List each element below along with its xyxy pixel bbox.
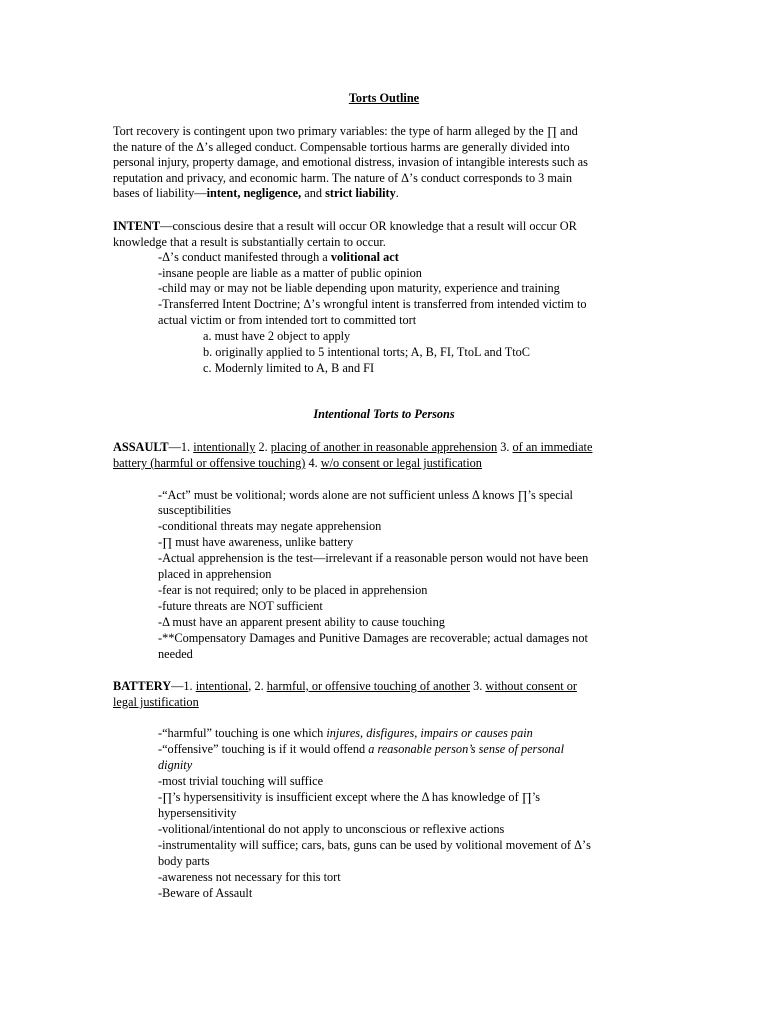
assault-heading: ASSAULT	[113, 440, 169, 454]
assault-element: placing of another in reasonable apprehension	[270, 440, 498, 454]
intent-subitem: c. Modernly limited to A, B and FI	[203, 361, 375, 375]
intro-bold-terms: strict liability	[325, 186, 396, 200]
intro-bold-terms: intent, negligence,	[206, 186, 302, 200]
note-italic: injures, disfigures, impairs or causes pain	[326, 726, 533, 740]
assault-element: of an immediate	[512, 440, 593, 454]
intent-bullet: -Transferred Intent Doctrine; Δ’s wrongful intent is transferred from intended victim to	[158, 297, 587, 311]
intent-def-text: knowledge that a result is substantially certain to occur.	[113, 235, 386, 249]
intro-text: bases of liability—	[113, 186, 207, 200]
battery-elements	[113, 678, 577, 694]
bullet-bold: volitional act	[330, 250, 399, 264]
battery-element: without consent or	[485, 679, 577, 693]
battery-note: -most trivial touching will suffice	[158, 774, 324, 788]
assault-element: intentionally	[193, 440, 256, 454]
battery-note: -∏’s hypersensitivity is insufficient except where the Δ has knowledge of ∏’s	[158, 790, 541, 804]
assault-elements	[113, 439, 592, 455]
intent-bullet: actual victim or from intended tort to committed tort	[158, 313, 417, 327]
element-number: 3.	[470, 679, 486, 693]
battery-element: intentional	[195, 679, 249, 693]
battery-note: -volitional/intentional do not apply to unconscious or reflexive actions	[158, 822, 505, 836]
intent-subitem: b. originally applied to 5 intentional torts; A, B, FI, TtoL and TtoC	[203, 345, 530, 359]
section-title: Intentional Torts to Persons	[313, 407, 455, 421]
note-italic: a reasonable person’s sense of personal	[368, 742, 564, 756]
assault-elements	[113, 455, 482, 471]
intent-bullet: -child may or may not be liable depending upon maturity, experience and training	[158, 281, 560, 295]
assault-note: -Actual apprehension is the test—irrelevant if a reasonable person would not have been	[158, 551, 589, 565]
intent-bullet: -insane people are liable as a matter of public opinion	[158, 266, 422, 280]
battery-note	[158, 725, 533, 741]
assault-note: -fear is not required; only to be placed in apprehension	[158, 583, 428, 597]
assault-note: -future threats are NOT sufficient	[158, 599, 323, 613]
battery-element: legal justification	[113, 695, 199, 709]
intro-line-last	[113, 185, 399, 201]
battery-note: dignity	[158, 758, 193, 772]
intro-line: personal injury, property damage, and emotional distress, invasion of intangible interests such as	[113, 155, 588, 169]
note-text: -“offensive” touching is if it would offend	[158, 742, 369, 756]
battery-note	[158, 741, 564, 757]
assault-note: -Δ must have an apparent present ability to cause touching	[158, 615, 445, 629]
assault-note: susceptibilities	[158, 503, 232, 517]
assault-note: -“Act” must be volitional; words alone are not sufficient unless Δ knows ∏’s special	[158, 488, 573, 502]
note-text: -“harmful” touching is one which	[158, 726, 327, 740]
battery-note: hypersensitivity	[158, 806, 237, 820]
battery-note: -awareness not necessary for this tort	[158, 870, 341, 884]
battery-note: -Beware of Assault	[158, 886, 253, 900]
assault-element: battery (harmful or offensive touching)	[113, 456, 306, 470]
element-number: —1.	[168, 440, 194, 454]
assault-note: -∏ must have awareness, unlike battery	[158, 535, 354, 549]
intro-line: reputation and privacy, and economic harm. The nature of Δ’s conduct corresponds to 3 main	[113, 171, 572, 185]
battery-note: -instrumentality will suffice; cars, bats, guns can be used by volitional movement of Δ’s	[158, 838, 591, 852]
assault-note: -conditional threats may negate apprehension	[158, 519, 382, 533]
element-number: —1.	[171, 679, 196, 693]
assault-note: needed	[158, 647, 193, 661]
intent-bullet	[158, 249, 399, 265]
element-number: 2.	[255, 440, 271, 454]
element-number: 4.	[305, 456, 321, 470]
assault-note: placed in apprehension	[158, 567, 272, 581]
intent-def-text: —conscious desire that a result will occur OR knowledge that a result will occur OR	[160, 219, 577, 233]
intro-line: the nature of the Δ’s alleged conduct. Compensable tortious harms are generally divided into	[113, 140, 570, 154]
intent-heading: INTENT	[113, 219, 161, 233]
battery-element: harmful, or offensive touching of another	[266, 679, 471, 693]
bullet-text: -Δ’s conduct manifested through a	[158, 250, 331, 264]
intro-text: .	[395, 186, 399, 200]
assault-element: w/o consent or legal justification	[320, 456, 482, 470]
element-number: , 2.	[248, 679, 267, 693]
battery-elements	[113, 694, 199, 710]
assault-note: -**Compensatory Damages and Punitive Damages are recoverable; actual damages not	[158, 631, 588, 645]
document-title: Torts Outline	[348, 91, 420, 105]
intent-definition	[113, 218, 577, 234]
battery-heading: BATTERY	[113, 679, 172, 693]
battery-note: body parts	[158, 854, 210, 868]
element-number: 3.	[497, 440, 513, 454]
intro-text: and	[301, 186, 326, 200]
intent-subitem: a. must have 2 object to apply	[203, 329, 351, 343]
intro-line: Tort recovery is contingent upon two primary variables: the type of harm alleged by the ∏ and	[113, 124, 578, 138]
